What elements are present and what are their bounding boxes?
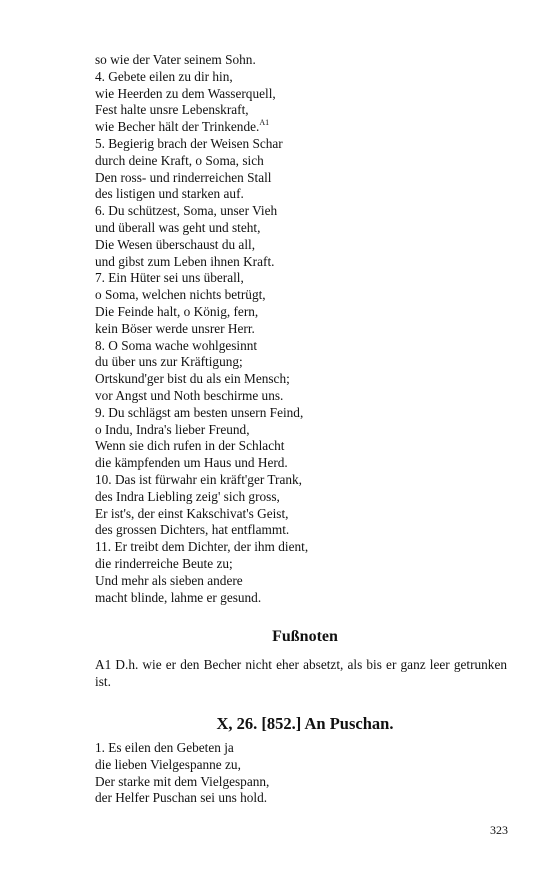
footnote-a1: A1 D.h. wie er den Becher nicht eher absetzt, als bis er ganz leer getrunken ist. [95,657,507,689]
verse-line: wie Heerden zu dem Wasserquell, [95,85,276,101]
verse-line: Fest halte unsre Lebenskraft, [95,102,249,118]
verse-line: Den ross- und rinderreichen Stall [95,169,272,185]
verse-line: des grossen Dichters, hat entflammt. [95,522,290,538]
verse-line: kein Böser werde unsrer Herr. [95,320,255,336]
footnote-reference[interactable]: A1 [259,118,270,128]
verse-line: der Helfer Puschan sei uns hold. [95,790,268,806]
verse-line: Ortskund'ger bist du als ein Mensch; [95,371,290,387]
verse-line-with-footnote [95,119,515,136]
verse-line: 5. Begierig brach der Weisen Schar [95,135,283,151]
verse-line: o Soma, welchen nichts betrügt, [95,287,266,303]
verse-line: du über uns zur Kräftigung; [95,354,243,370]
verse-block-2 [95,740,515,807]
verse-line: Die Feinde halt, o König, fern, [95,303,259,319]
verse-line: vor Angst und Noth beschirme uns. [95,387,284,403]
page-number: 323 [490,823,508,837]
verse-line: 1. Es eilen den Gebeten ja [95,740,234,755]
verse-line: so wie der Vater seinem Sohn. [95,52,256,67]
verse-line: die kämpfenden um Haus und Herd. [95,455,288,471]
verse-block-1 [95,52,515,606]
verse-line-text: wie Becher hält der Trinkende. [95,119,260,135]
verse-line: 4. Gebete eilen zu dir hin, [95,68,233,84]
verse-line: 9. Du schlägst am besten unsern Feind, [95,404,304,420]
verse-line: 11. Er treibt dem Dichter, der ihm dient, [95,539,309,555]
verse-line: die lieben Vielgespanne zu, [95,756,241,772]
verse-line: 6. Du schützest, Soma, unser Vieh [95,203,278,219]
chapter-heading: X, 26. [852.] An Puschan. [216,714,394,733]
verse-line: macht blinde, lahme er gesund. [95,589,262,605]
verse-line: Und mehr als sieben andere [95,572,243,588]
verse-line: 7. Ein Hüter sei uns überall, [95,270,244,286]
verse-line: o Indu, Indra's lieber Freund, [95,421,250,437]
footnotes-heading: Fußnoten [272,628,338,645]
verse-line: und gibst zum Leben ihnen Kraft. [95,253,275,269]
verse-line: Die Wesen überschaust du all, [95,236,256,252]
verse-line: durch deine Kraft, o Soma, sich [95,152,264,168]
verse-line: 8. O Soma wache wohlgesinnt [95,337,258,353]
verse-line: Wenn sie dich rufen in der Schlacht [95,438,285,454]
verse-line: 10. Das ist fürwahr ein kräft'ger Trank, [95,471,302,487]
verse-line: und überall was geht und steht, [95,219,261,235]
verse-line: Er ist's, der einst Kakschivat's Geist, [95,505,289,521]
verse-line: des Indra Liebling zeig' sich gross, [95,488,280,504]
verse-line: die rinderreiche Beute zu; [95,555,233,571]
verse-line: Der starke mit dem Vielgespann, [95,773,270,789]
verse-line: des listigen und starken auf. [95,186,244,202]
